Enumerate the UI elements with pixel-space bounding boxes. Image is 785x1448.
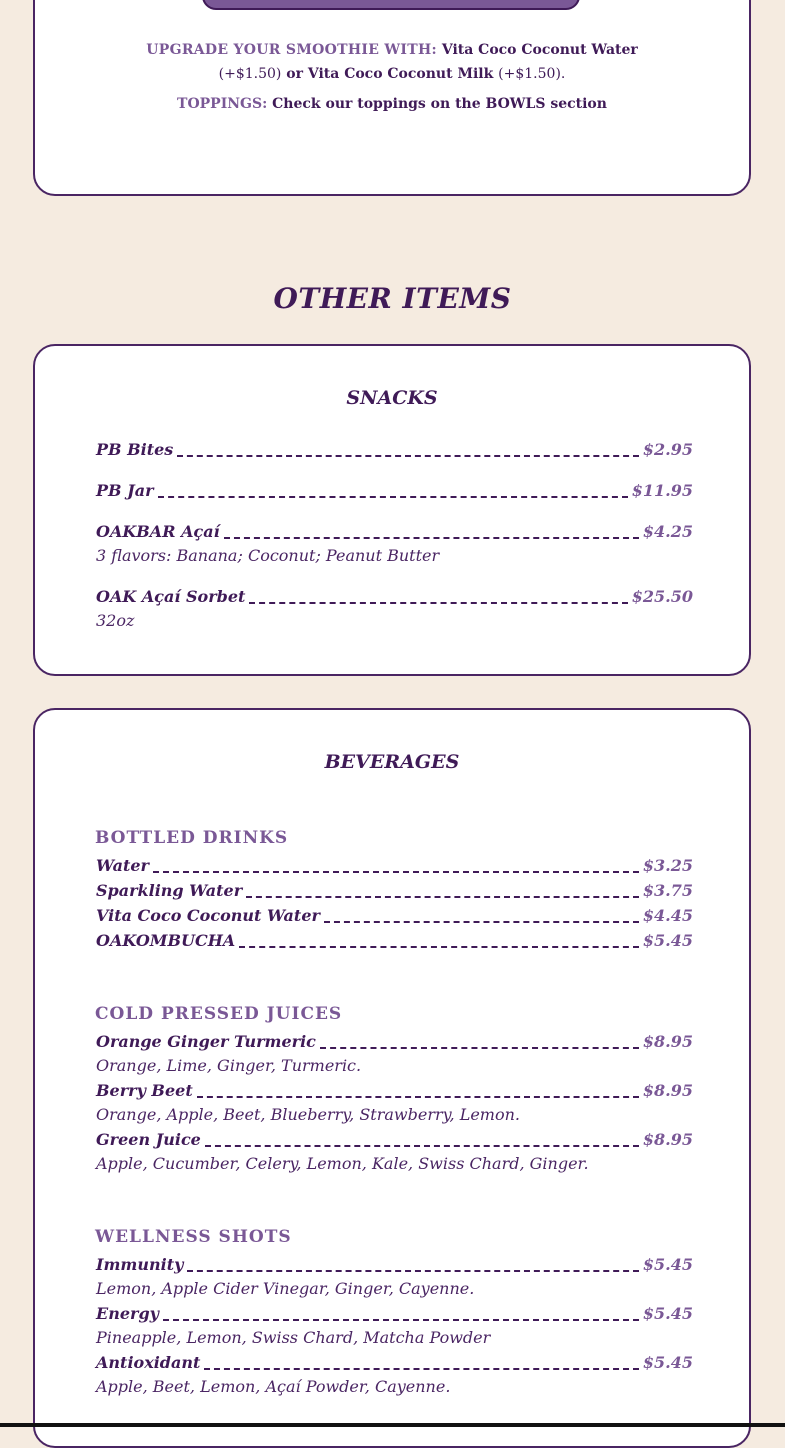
menu-item (96, 854, 693, 876)
item-name: Energy (96, 1304, 159, 1323)
menu-item (96, 1030, 693, 1052)
dotted-leader (249, 601, 627, 604)
menu-item (96, 1128, 693, 1150)
dotted-leader (197, 1095, 639, 1098)
item-description: Orange, Apple, Beet, Blueberry, Strawberry, Lemon. (96, 1105, 520, 1124)
dotted-leader (204, 1367, 639, 1370)
upgrade-option-water: Vita Coco Coconut Water (441, 42, 638, 58)
menu-item (96, 1302, 693, 1324)
item-name: OAKBAR Açaí (96, 522, 220, 541)
toppings-note (35, 92, 749, 116)
upgrade-connector: or (286, 66, 303, 82)
item-name: OAKOMBUCHA (96, 931, 236, 950)
dotted-leader (320, 1046, 639, 1049)
item-name: Vita Coco Coconut Water (96, 906, 320, 925)
item-description: Apple, Cucumber, Celery, Lemon, Kale, Swiss Chard, Ginger. (96, 1154, 589, 1173)
item-name: OAK Açaí Sorbet (96, 587, 246, 606)
item-price: $3.25 (642, 856, 693, 875)
item-name: PB Bites (96, 440, 174, 459)
menu-item (96, 879, 693, 901)
item-price: $3.75 (642, 881, 693, 900)
smoothie-menu-button[interactable] (202, 0, 580, 10)
item-price: $5.45 (642, 1304, 693, 1323)
item-price: $11.95 (631, 481, 693, 500)
upgrade-label: UPGRADE YOUR SMOOTHIE WITH: (146, 42, 437, 58)
item-price: $8.95 (642, 1081, 693, 1100)
menu-item (96, 520, 693, 542)
beverages-card (33, 708, 751, 1448)
upgrade-option-milk: Vita Coco Coconut Milk (307, 66, 494, 82)
dotted-leader (163, 1318, 639, 1321)
item-name: Sparkling Water (96, 881, 243, 900)
dotted-leader (224, 536, 639, 539)
dotted-leader (324, 920, 639, 923)
item-price: $5.45 (642, 931, 693, 950)
item-price: $2.95 (642, 440, 693, 459)
menu-item (96, 1351, 693, 1373)
menu-item (96, 1079, 693, 1101)
wellness-shots-heading: WELLNESS SHOTS (95, 1227, 292, 1247)
upgrade-price-milk: (+$1.50). (498, 66, 566, 82)
cold-pressed-juices-heading: COLD PRESSED JUICES (95, 1004, 343, 1024)
menu-item (96, 1253, 693, 1275)
item-description: Lemon, Apple Cider Vinegar, Ginger, Cayenne. (96, 1279, 475, 1298)
toppings-text: Check our toppings on the BOWLS section (272, 96, 607, 112)
menu-item (96, 904, 693, 926)
item-description: Pineapple, Lemon, Swiss Chard, Matcha Powder (96, 1328, 491, 1347)
menu-item (96, 479, 693, 501)
menu-item (96, 929, 693, 951)
item-name: Antioxidant (96, 1353, 201, 1372)
dotted-leader (158, 495, 628, 498)
item-name: Water (96, 856, 149, 875)
menu-item (96, 438, 693, 460)
item-name: Immunity (96, 1255, 184, 1274)
snacks-card (33, 344, 751, 676)
dotted-leader (246, 895, 639, 898)
item-description: Apple, Beet, Lemon, Açaí Powder, Cayenne. (96, 1377, 451, 1396)
other-items-heading: OTHER ITEMS (273, 282, 512, 315)
item-price: $5.45 (642, 1255, 693, 1274)
item-name: Green Juice (96, 1130, 201, 1149)
item-price: $25.50 (631, 587, 693, 606)
item-price: $8.95 (642, 1032, 693, 1051)
menu-item (96, 585, 693, 607)
item-name: Orange Ginger Turmeric (96, 1032, 316, 1051)
smoothie-card (33, 0, 751, 196)
toppings-label: TOPPINGS: (177, 96, 268, 112)
bottom-edge-bar (0, 1423, 785, 1427)
item-description: 32oz (96, 611, 135, 630)
upgrade-note (35, 38, 749, 86)
dotted-leader (205, 1144, 639, 1147)
beverages-title: BEVERAGES (324, 751, 460, 773)
item-name: Berry Beet (96, 1081, 193, 1100)
snacks-title: SNACKS (346, 387, 438, 409)
bottled-drinks-heading: BOTTLED DRINKS (95, 828, 289, 848)
upgrade-price-water: (+$1.50) (218, 66, 282, 82)
dotted-leader (153, 870, 639, 873)
item-description: Orange, Lime, Ginger, Turmeric. (96, 1056, 362, 1075)
item-price: $4.25 (642, 522, 693, 541)
item-price: $4.45 (642, 906, 693, 925)
dotted-leader (187, 1269, 639, 1272)
item-price: $8.95 (642, 1130, 693, 1149)
item-price: $5.45 (642, 1353, 693, 1372)
dotted-leader (239, 945, 639, 948)
dotted-leader (177, 454, 639, 457)
item-description: 3 flavors: Banana; Coconut; Peanut Butter (96, 546, 440, 565)
item-name: PB Jar (96, 481, 154, 500)
